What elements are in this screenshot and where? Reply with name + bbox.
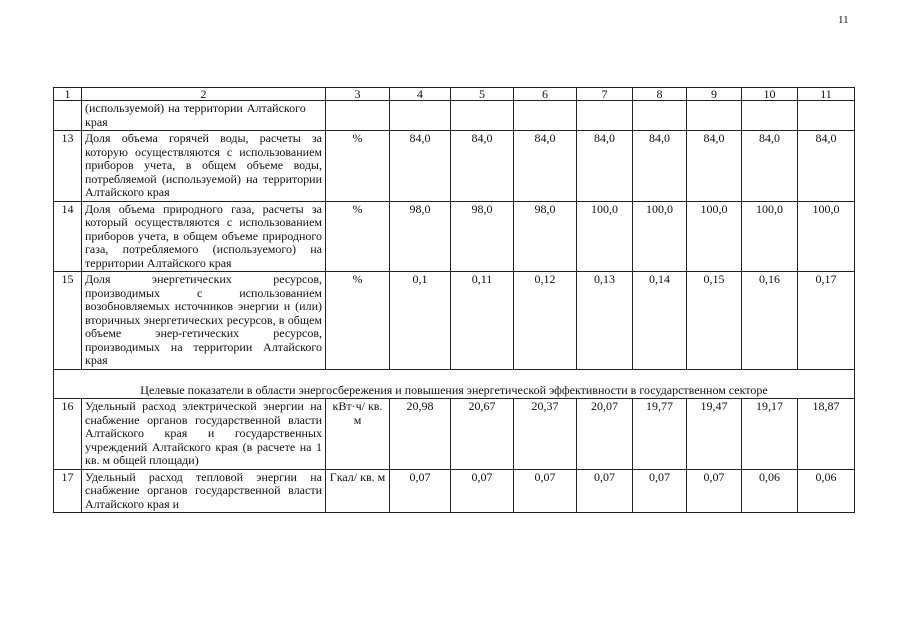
row-number-cell: 15: [54, 272, 82, 370]
value-cell: 20,98: [390, 399, 451, 470]
value-cell: 20,67: [451, 399, 514, 470]
value-cell: 19,47: [687, 399, 742, 470]
unit-cell: %: [326, 201, 390, 272]
value-cell: 0,07: [390, 469, 451, 513]
value-cell: 84,0: [633, 131, 687, 202]
value-cell: 19,77: [633, 399, 687, 470]
value-cell: 100,0: [742, 201, 798, 272]
column-number-cell: 10: [742, 88, 798, 101]
column-number-cell: 4: [390, 88, 451, 101]
value-cell: 98,0: [514, 201, 577, 272]
row-number-cell: [54, 101, 82, 131]
value-cell: 0,14: [633, 272, 687, 370]
row-number-cell: 17: [54, 469, 82, 513]
value-cell: 100,0: [633, 201, 687, 272]
indicator-name-cell: Удельный расход тепловой энергии на снабжение органов государственной власти Алтайского края и: [82, 469, 326, 513]
value-cell: 0,13: [577, 272, 633, 370]
section-title: Целевые показатели в области энергосбережения и повышения энергетической эффективности в государственном секторе: [54, 369, 855, 399]
value-cell: 0,07: [451, 469, 514, 513]
column-number-cell: 1: [54, 88, 82, 101]
value-cell: [514, 101, 577, 131]
indicator-name-cell: Удельный расход электрической энергии на снабжение органов государственной власти Алтайского края и государственных учреждений Алтайского края (в расчете на 1 кв. м общей площади): [82, 399, 326, 470]
value-cell: 84,0: [514, 131, 577, 202]
value-cell: 0,12: [514, 272, 577, 370]
value-cell: 0,07: [687, 469, 742, 513]
value-cell: 18,87: [798, 399, 855, 470]
value-cell: [390, 101, 451, 131]
row-number-cell: 14: [54, 201, 82, 272]
value-cell: 0,07: [514, 469, 577, 513]
table-row: [54, 131, 855, 202]
value-cell: 0,1: [390, 272, 451, 370]
column-number-cell: 2: [82, 88, 326, 101]
value-cell: 0,15: [687, 272, 742, 370]
value-cell: 0,07: [633, 469, 687, 513]
row-number-cell: 16: [54, 399, 82, 470]
value-cell: [577, 101, 633, 131]
column-number-cell: 7: [577, 88, 633, 101]
column-number-header-row: [54, 88, 855, 101]
indicator-name-cell: Доля энергетических ресурсов, производимых с использованием возобновляемых источников энергии и (или) вторичных энергетических ресурсов, в общем объеме энер-гетических ресурсов, производимых на территории Алтайского края: [82, 272, 326, 370]
unit-cell: кВт·ч/ кв. м: [326, 399, 390, 470]
column-number-cell: 3: [326, 88, 390, 101]
value-cell: 0,11: [451, 272, 514, 370]
value-cell: 84,0: [798, 131, 855, 202]
indicator-name-cell: (используемой) на территории Алтайского края: [82, 101, 326, 131]
value-cell: 100,0: [687, 201, 742, 272]
value-cell: 84,0: [742, 131, 798, 202]
unit-cell: %: [326, 131, 390, 202]
value-cell: 84,0: [390, 131, 451, 202]
value-cell: [798, 101, 855, 131]
value-cell: 0,17: [798, 272, 855, 370]
value-cell: 0,06: [798, 469, 855, 513]
indicators-table: [53, 87, 855, 513]
unit-cell: Гкал/ кв. м: [326, 469, 390, 513]
value-cell: [451, 101, 514, 131]
value-cell: 84,0: [451, 131, 514, 202]
row-number-cell: 13: [54, 131, 82, 202]
column-number-cell: 9: [687, 88, 742, 101]
table-row: [54, 201, 855, 272]
value-cell: 20,07: [577, 399, 633, 470]
column-number-cell: 11: [798, 88, 855, 101]
value-cell: 0,07: [577, 469, 633, 513]
value-cell: 100,0: [798, 201, 855, 272]
unit-cell: [326, 101, 390, 131]
table-row: [54, 101, 855, 131]
page-number: 11: [838, 14, 849, 26]
table-row: [54, 272, 855, 370]
value-cell: 100,0: [577, 201, 633, 272]
value-cell: [687, 101, 742, 131]
column-number-cell: 5: [451, 88, 514, 101]
value-cell: 19,17: [742, 399, 798, 470]
value-cell: [742, 101, 798, 131]
value-cell: 0,16: [742, 272, 798, 370]
indicator-name-cell: Доля объема горячей воды, расчеты за которую осуществляются с использованием приборов учета, в общем объеме воды, потребляемой (используемой) на территории Алтайского края: [82, 131, 326, 202]
value-cell: 98,0: [390, 201, 451, 272]
unit-cell: %: [326, 272, 390, 370]
column-number-cell: 8: [633, 88, 687, 101]
table-row: [54, 469, 855, 513]
value-cell: 98,0: [451, 201, 514, 272]
value-cell: 20,37: [514, 399, 577, 470]
indicator-name-cell: Доля объема природного газа, расчеты за который осуществляются с использованием приборов учета, в общем объеме природного газа, потребляемого (используемого) на территории Алтайского края: [82, 201, 326, 272]
value-cell: 84,0: [687, 131, 742, 202]
table-row: [54, 399, 855, 470]
value-cell: 84,0: [577, 131, 633, 202]
section-header-row: [54, 369, 855, 399]
value-cell: 0,06: [742, 469, 798, 513]
column-number-cell: 6: [514, 88, 577, 101]
value-cell: [633, 101, 687, 131]
